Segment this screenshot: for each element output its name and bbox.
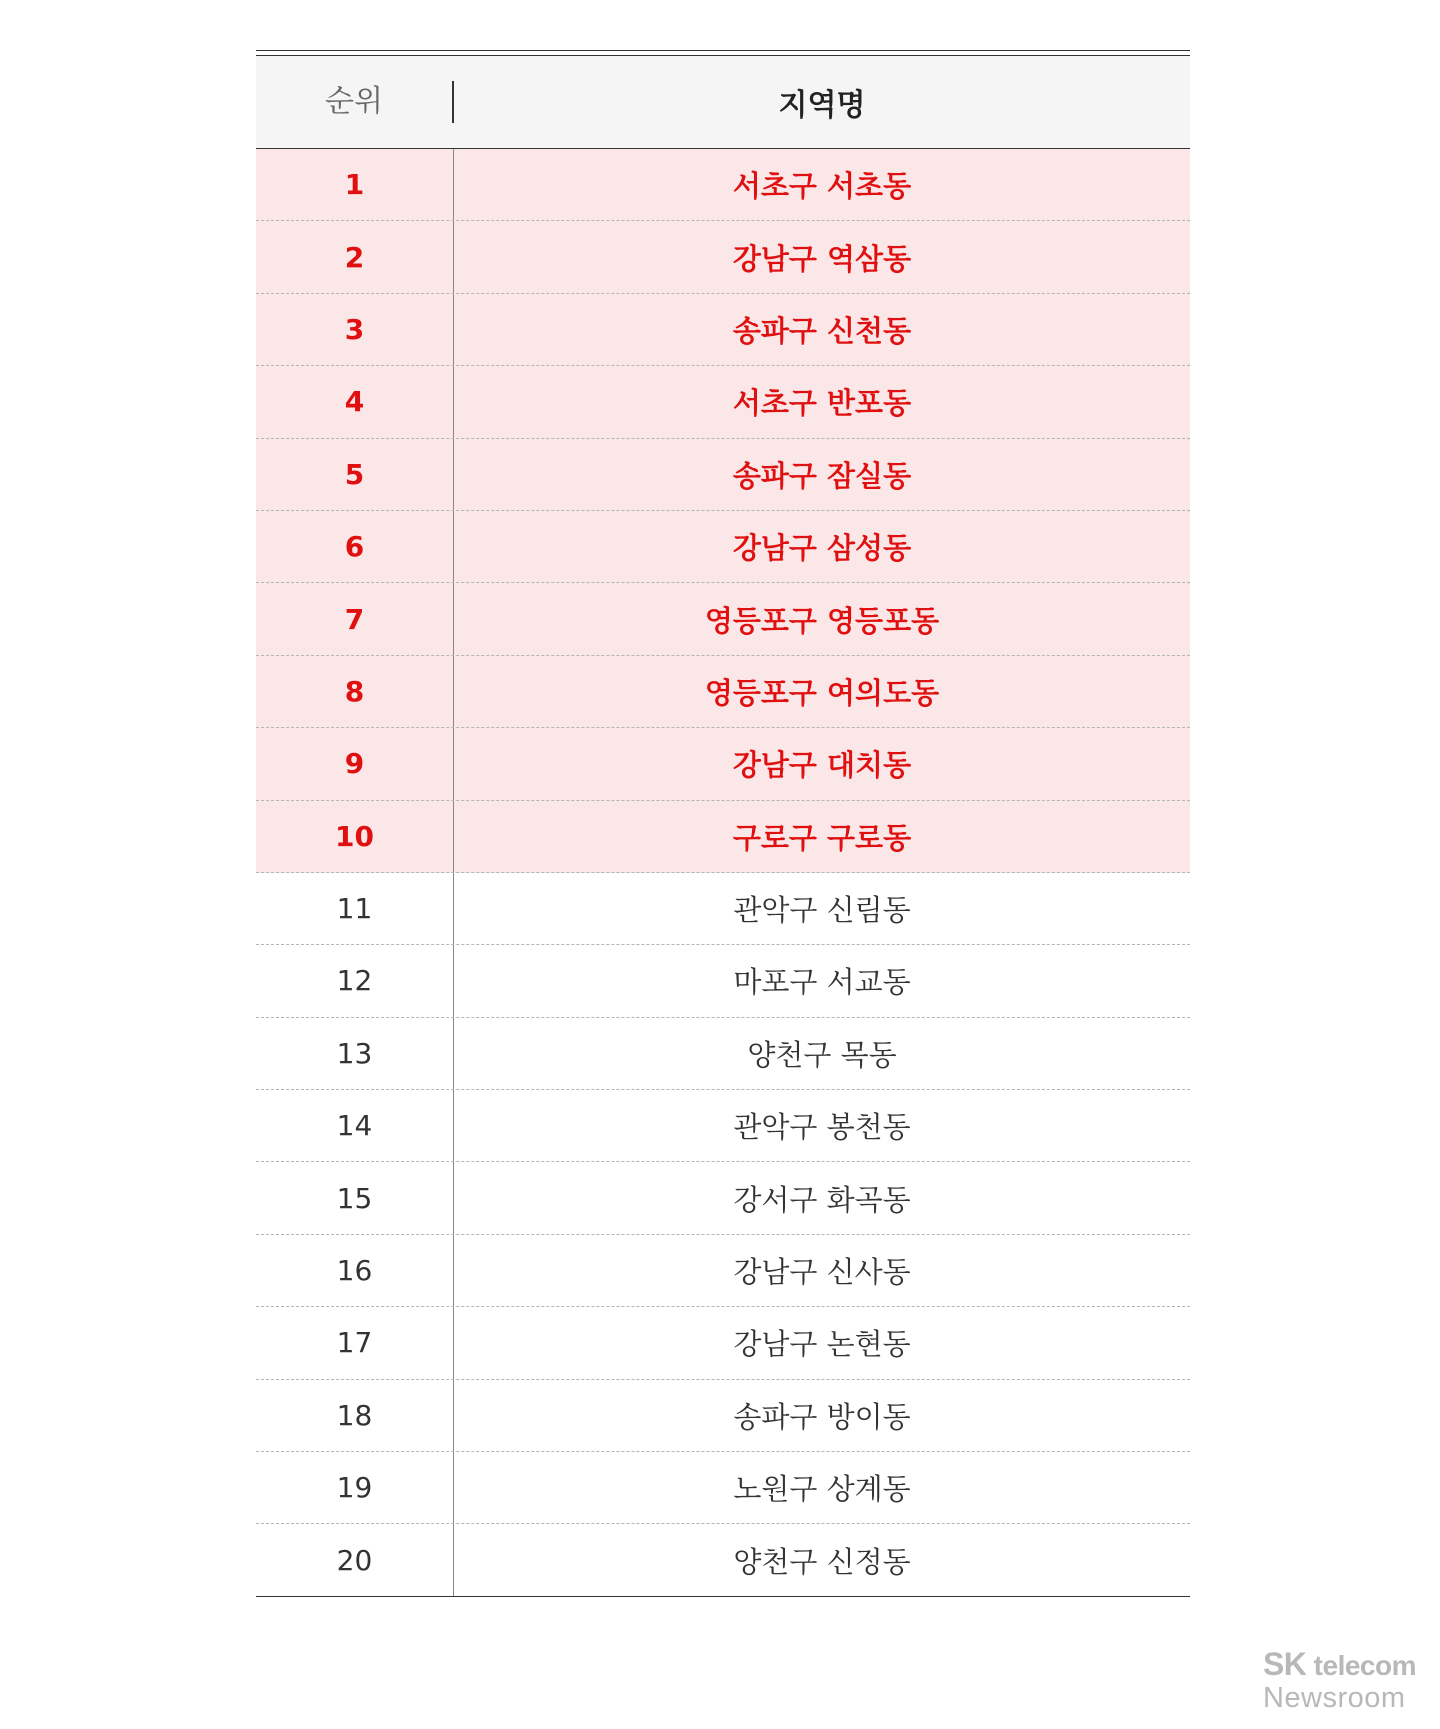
table-header (256, 56, 1190, 149)
row-region: 강남구 논현동 (733, 1327, 911, 1362)
row-rank: 17 (256, 1307, 454, 1378)
row-rank: 5 (256, 439, 454, 510)
table-row (256, 366, 1190, 438)
row-region: 강서구 화곡동 (733, 1182, 911, 1217)
row-rank: 6 (256, 511, 454, 582)
table-row (256, 728, 1190, 800)
row-region: 노원구 상계동 (733, 1472, 911, 1507)
row-region: 마포구 서교동 (733, 965, 911, 1000)
row-rank: 3 (256, 294, 454, 365)
row-region: 양천구 신정동 (733, 1544, 911, 1579)
row-region: 강남구 신사동 (733, 1255, 911, 1290)
row-rank: 9 (256, 728, 454, 799)
brand-line-telecom (1263, 1648, 1416, 1682)
row-region: 관악구 봉천동 (733, 1110, 911, 1145)
row-rank: 15 (256, 1162, 454, 1233)
row-rank: 14 (256, 1090, 454, 1161)
row-rank: 19 (256, 1452, 454, 1523)
row-rank: 2 (256, 221, 454, 292)
table-row (256, 511, 1190, 583)
brand-sk: SK (1262, 1646, 1307, 1682)
table-row (256, 801, 1190, 873)
row-region: 서초구 서초동 (732, 169, 912, 204)
table-row (256, 149, 1190, 221)
table-row (256, 1452, 1190, 1524)
header-rank: 순위 (256, 81, 454, 123)
row-rank: 12 (256, 945, 454, 1016)
row-rank: 10 (256, 801, 454, 872)
table-row (256, 1524, 1190, 1596)
brand-logo (1263, 1648, 1416, 1714)
row-rank: 18 (256, 1380, 454, 1451)
table-row (256, 583, 1190, 655)
row-region: 관악구 신림동 (733, 893, 911, 928)
table-row (256, 221, 1190, 293)
table-row (256, 873, 1190, 945)
row-region: 송파구 방이동 (733, 1399, 911, 1434)
table-row (256, 1235, 1190, 1307)
table-row (256, 1018, 1190, 1090)
brand-newsroom: Newsroom (1262, 1682, 1406, 1714)
table-row (256, 945, 1190, 1017)
row-region: 송파구 잠실동 (732, 458, 912, 493)
row-region: 강남구 대치동 (732, 748, 912, 783)
table-row (256, 1090, 1190, 1162)
row-rank: 4 (256, 366, 454, 437)
row-rank: 8 (256, 656, 454, 727)
brand-telecom: telecom (1313, 1650, 1416, 1681)
row-rank: 11 (256, 873, 454, 944)
table-row (256, 294, 1190, 366)
row-rank: 20 (256, 1524, 454, 1595)
row-region: 영등포구 영등포동 (704, 603, 940, 638)
table-row (256, 1380, 1190, 1452)
row-rank: 7 (256, 583, 454, 654)
ranking-table (256, 50, 1190, 1597)
header-region: 지역명 (778, 88, 866, 123)
row-region: 강남구 역삼동 (732, 241, 912, 276)
row-region: 서초구 반포동 (732, 386, 912, 421)
row-region: 양천구 목동 (747, 1037, 897, 1072)
table-body (256, 149, 1190, 1597)
row-region: 송파구 신천동 (732, 313, 912, 348)
row-region: 구로구 구로동 (732, 820, 912, 855)
row-rank: 13 (256, 1018, 454, 1089)
table-row (256, 439, 1190, 511)
row-rank: 1 (256, 149, 454, 220)
row-region: 영등포구 여의도동 (704, 675, 940, 710)
table-row (256, 1307, 1190, 1379)
table-row (256, 1162, 1190, 1234)
row-region: 강남구 삼성동 (732, 531, 912, 566)
table-row (256, 656, 1190, 728)
row-rank: 16 (256, 1235, 454, 1306)
